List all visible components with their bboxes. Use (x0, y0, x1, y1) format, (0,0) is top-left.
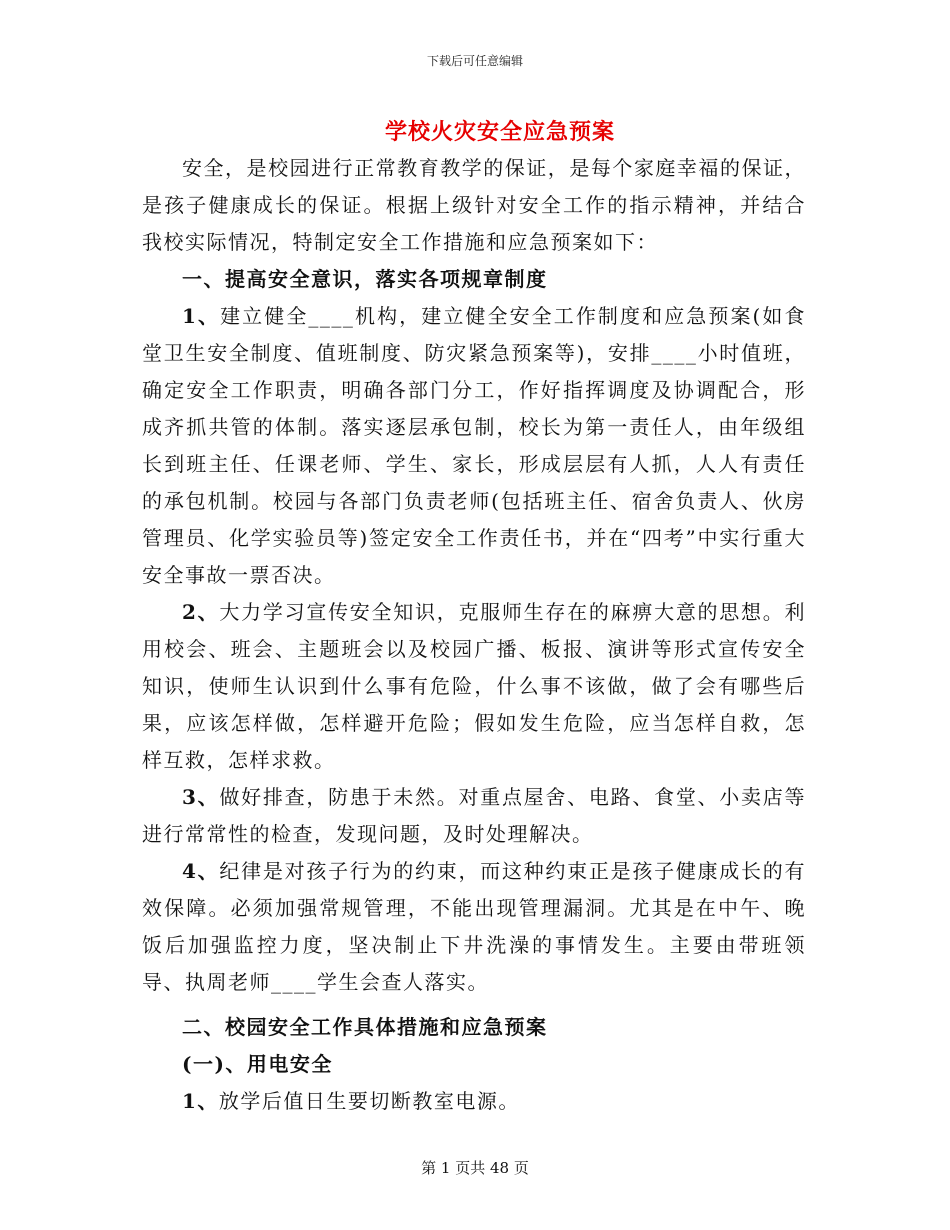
document-title: 学校火灾安全应急预案 (384, 119, 615, 145)
section1-item-4 (142, 853, 806, 1001)
item-text: 放学后值日生要切断教室电源。 (218, 1089, 520, 1113)
item-text: 大力学习宣传安全知识，克服师生存在的麻痹大意的思想。利用校会、班会、主题班会以及校园广播、板报、演讲等形式宣传安全知识，使师生认识到什么事有危险，什么事不该做，做了会有哪些后果，应该怎样做，怎样避开危险；假如发生危险，应当怎样自救，怎样互救，怎样求救。 (142, 600, 806, 772)
item-text: 做好排查，防患于未然。对重点屋舍、电路、食堂、小卖店等进行常常性的检查，发现问题，及时处理解决。 (142, 785, 806, 846)
item-text: 建立健全____机构，建立健全安全工作制度和应急预案(如食堂卫生安全制度、值班制度、防灾紧急预案等)，安排____小时值班，确定安全工作职责，明确各部门分工，作好指挥调度及协调配合，形成齐抓共管的体制。落实逐层承包制，校长为第一责任人，由年级组长到班主任、任课老师、学生、家长，形成层层有人抓，人人有责任的承包机制。校园与各部门负责老师(包括班主任、宿舍负责人、伙房管理员、化学实验员等)签定安全工作责任书，并在“四考”中实行重大安全事故一票否决。 (142, 304, 806, 587)
item-text: 纪律是对孩子行为的约束，而这种约束正是孩子健康成长的有效保障。必须加强常规管理，不能出现管理漏洞。尤其是在中午、晚饭后加强监控力度，坚决制止下井洗澡的事情发生。主要由带班领导、执周老师____学生会查人落实。 (142, 859, 806, 994)
page-footer: 第 1 页共 48 页 (421, 1159, 529, 1177)
document-body (142, 150, 806, 1120)
section2-item-1 (142, 1083, 806, 1120)
section1-item-3 (142, 779, 806, 853)
item-number: 2、 (182, 600, 220, 624)
item-number: 1、 (182, 304, 221, 328)
section1-item-2 (142, 594, 806, 779)
section-heading-1: 一、提高安全意识，落实各项规章制度 (182, 267, 548, 291)
section1-item-1 (142, 298, 806, 594)
header-note: 下载后可任意编辑 (426, 54, 523, 68)
item-number: 3、 (182, 785, 220, 809)
subsection-heading: (一)、用电安全 (182, 1052, 333, 1076)
item-number: 4、 (182, 859, 220, 883)
section-heading-2: 二、校园安全工作具体措施和应急预案 (182, 1015, 548, 1039)
intro-paragraph: 安全，是校园进行正常教育教学的保证，是每个家庭幸福的保证，是孩子健康成长的保证。根据上级针对安全工作的指示精神，并结合我校实际情况，特制定安全工作措施和应急预案如下： (142, 156, 806, 254)
item-number: 1、 (182, 1089, 219, 1113)
